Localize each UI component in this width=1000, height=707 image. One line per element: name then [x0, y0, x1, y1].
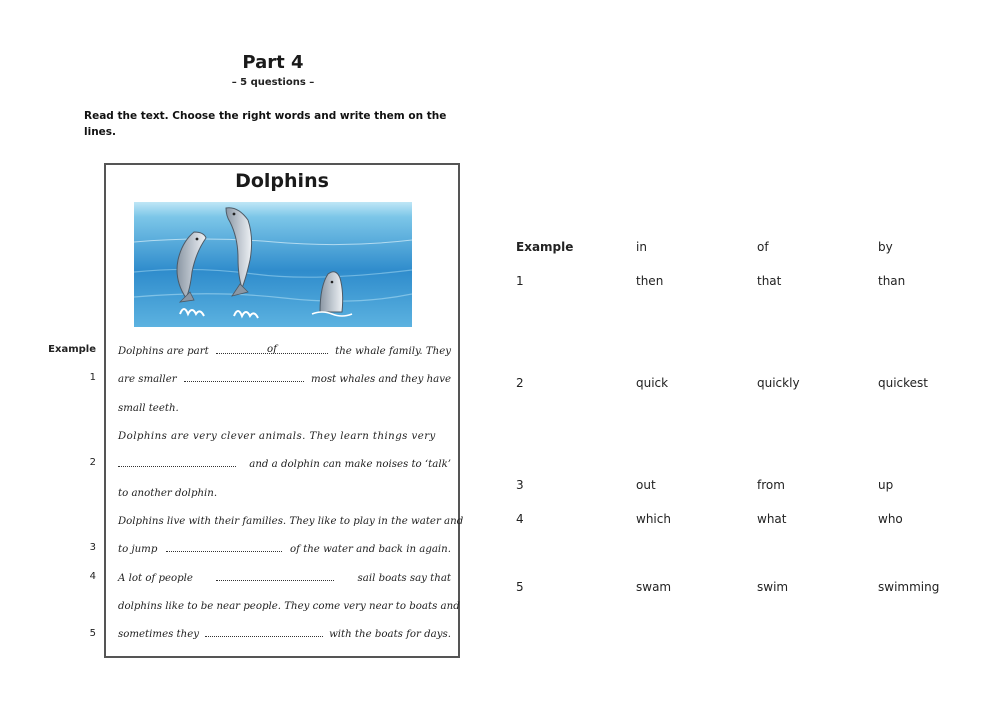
answer-gap-1[interactable]: [184, 368, 304, 382]
options-row-label: 4: [516, 512, 524, 526]
option-c[interactable]: up: [878, 478, 894, 492]
passage-line: [118, 455, 451, 475]
option-a[interactable]: in: [636, 240, 647, 254]
part-title: Part 4: [242, 52, 304, 73]
passage-line: [118, 484, 451, 504]
example-answer: of: [266, 344, 277, 355]
answer-gap-example: [216, 340, 328, 354]
passage-line: [118, 370, 451, 390]
option-b[interactable]: of: [757, 240, 769, 254]
options-row-label: 2: [516, 376, 524, 390]
answer-gap-5[interactable]: [205, 623, 323, 637]
passage-text: A lot of people: [118, 573, 193, 584]
options-row-label: Example: [516, 240, 574, 254]
options-row-label: 1: [516, 274, 524, 288]
option-b[interactable]: from: [757, 478, 785, 492]
option-c[interactable]: who: [878, 512, 903, 526]
passage-line: [118, 540, 451, 560]
options-row-label: 3: [516, 478, 524, 492]
option-b[interactable]: quickly: [757, 376, 800, 390]
option-a[interactable]: quick: [636, 376, 669, 390]
option-c[interactable]: quickest: [878, 376, 929, 390]
passage-line: [118, 342, 451, 362]
option-a[interactable]: out: [636, 478, 656, 492]
passage-text: sail boats say that: [357, 573, 451, 584]
options-row-label: 5: [516, 580, 524, 594]
option-b[interactable]: that: [757, 274, 782, 288]
passage-box: [104, 163, 464, 658]
passage-text: most whales and they have: [311, 374, 451, 385]
answer-gap-3[interactable]: [166, 538, 282, 552]
option-a[interactable]: then: [636, 274, 664, 288]
passage-line: [118, 597, 460, 617]
option-c[interactable]: by: [878, 240, 893, 254]
passage-text: Dolphins are very clever animals. They learn things very: [118, 431, 436, 442]
question-number-1: 1: [89, 372, 96, 383]
passage-text: are smaller: [118, 374, 177, 385]
passage-text: sometimes they: [118, 629, 199, 640]
question-number-4: 4: [89, 571, 96, 582]
option-a[interactable]: swam: [636, 580, 672, 594]
passage-text: of the water and back in again.: [290, 544, 451, 555]
passage-text: the whale family. They: [335, 346, 451, 357]
passage-text: Dolphins live with their families. They like to play in the water and: [118, 516, 464, 527]
passage-text: small teeth.: [118, 403, 179, 414]
answer-gap-4[interactable]: [216, 567, 334, 581]
passage-text: Dolphins are part: [118, 346, 209, 357]
question-number-5: 5: [89, 628, 96, 639]
passage-line: [118, 427, 451, 447]
option-c[interactable]: swimming: [878, 580, 940, 594]
passage-text: and a dolphin can make noises to ‘talk’: [249, 459, 451, 470]
passage-text: dolphins like to be near people. They come very near to boats and: [118, 601, 460, 612]
option-b[interactable]: swim: [757, 580, 789, 594]
answer-gap-2[interactable]: [118, 453, 236, 467]
instructions-text: Read the text. Choose the right words and write them on the lines.: [84, 110, 447, 138]
example-label: Example: [48, 344, 96, 355]
passage-text: to another dolphin.: [118, 488, 218, 499]
passage-text: to jump: [118, 544, 158, 555]
option-a[interactable]: which: [636, 512, 671, 526]
option-c[interactable]: than: [878, 274, 906, 288]
option-b[interactable]: what: [757, 512, 787, 526]
dolphins-image: [134, 202, 412, 327]
passage-title: Dolphins: [235, 170, 329, 192]
question-number-3: 3: [89, 542, 96, 553]
question-number-2: 2: [89, 457, 96, 468]
part-subtitle: – 5 questions –: [231, 77, 315, 88]
passage-line: [118, 569, 451, 589]
passage-line: [118, 512, 464, 532]
passage-line: [118, 399, 451, 419]
passage-line: [118, 625, 451, 645]
passage-text: with the boats for days.: [329, 629, 451, 640]
